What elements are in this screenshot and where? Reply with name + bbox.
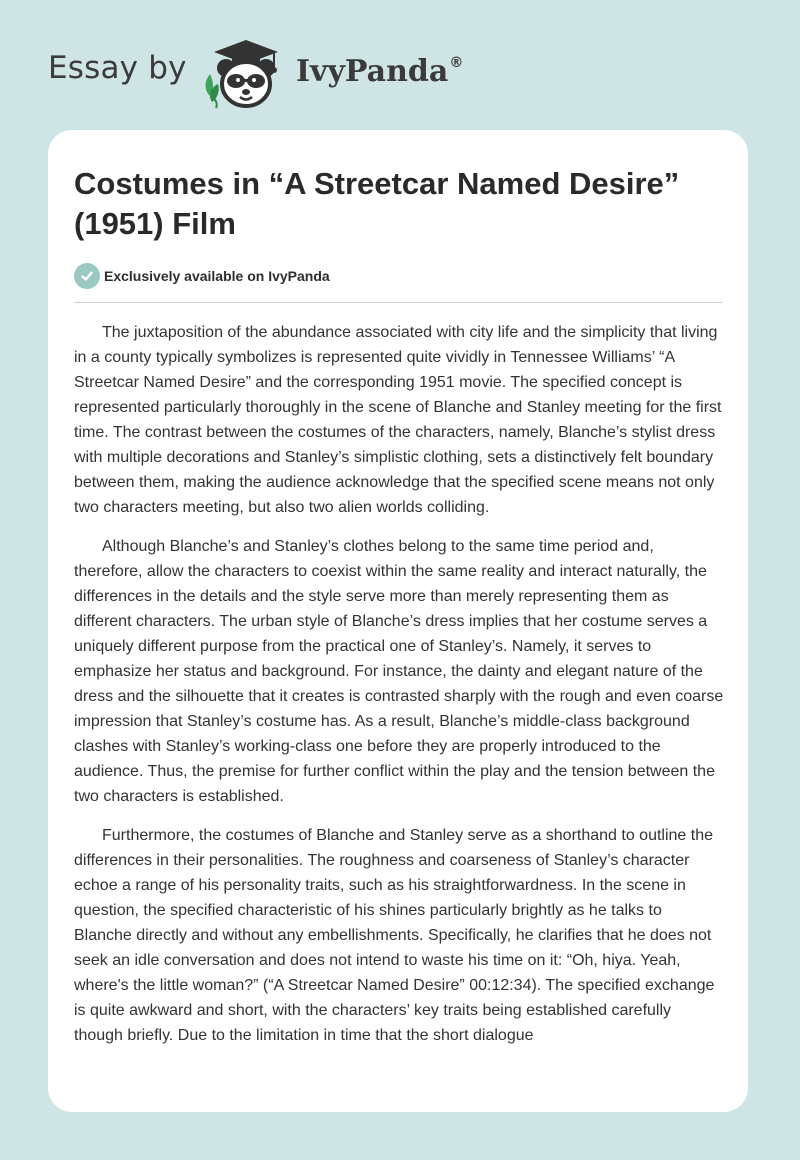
- essay-title: Costumes in “A Streetcar Named Desire” (1951) Film: [74, 166, 680, 241]
- exclusive-label: Exclusively available on IvyPanda: [104, 268, 330, 284]
- brand-label: IvyPanda: [296, 54, 449, 89]
- essay-card: [48, 130, 748, 1112]
- brand-name[interactable]: [296, 54, 463, 89]
- paragraph: The juxtaposition of the abundance associated with city life and the simplicity that living in a county typically symbolizes is represented quite vividly in Tennessee Williams’ “A Streetcar Named Desire” and the corresponding 1951 movie. The specified concept is represented particularly thoroughly in the scene of Blanche and Stanley meeting for the first time. The contrast between the costumes of the characters, namely, Blanche’s stylist dress with multiple decorations and Stanley’s simplistic clothing, sets a distinctively felt boundary between them, making the audience acknowledge that the specified scene means not only two characters meeting, but also two alien worlds colliding.: [74, 324, 722, 516]
- essay-by-label: Essay by: [48, 50, 187, 86]
- exclusive-badge: [74, 263, 330, 289]
- site-header: [0, 0, 800, 130]
- registered-mark: ®: [449, 55, 464, 71]
- paragraph: Although Blanche’s and Stanley’s clothes belong to the same time period and, therefore, allow the characters to coexist within the same reality and interact naturally, the differences in the details and the style serve more than merely representing them as different characters. The urban style of Blanche’s dress implies that her costume serves a uniquely different purpose from the practical one of Stanley’s. Namely, it serves to emphasize her status and background. For instance, the dainty and elegant nature of the dress and the silhouette that it creates is contrasted sharply with the rough and even coarse impression that Stanley’s costume has. As a result, Blanche’s middle-class background clashes with Stanley’s working-class one before they are properly introduced to the audience. Thus, the premise for further conflict within the play and the tension between the two characters is established.: [74, 538, 724, 805]
- divider: [74, 302, 722, 303]
- paragraph: Furthermore, the costumes of Blanche and Stanley serve as a shorthand to outline the differences in their personalities. The roughness and coarseness of Stanley’s character echoe a range of his personality traits, such as his straightforwardness. In the scene in question, the specified characteristic of his shines particularly brightly as he talks to Blanche directly and without any embellishments. Specifically, he clarifies that he does not seek an idle conversation and does not intend to waste his time on it: “Oh, hiya. Yeah, where's the little woman?” (“A Streetcar Named Desire” 00:12:34). The specified exchange is quite awkward and short, with the characters’ key traits being established carefully though briefly. Due to the limitation in time that the short dialogue: [74, 827, 715, 1044]
- check-circle-icon: [74, 263, 100, 289]
- essay-body: [74, 320, 724, 1062]
- panda-graduate-icon[interactable]: [200, 34, 292, 110]
